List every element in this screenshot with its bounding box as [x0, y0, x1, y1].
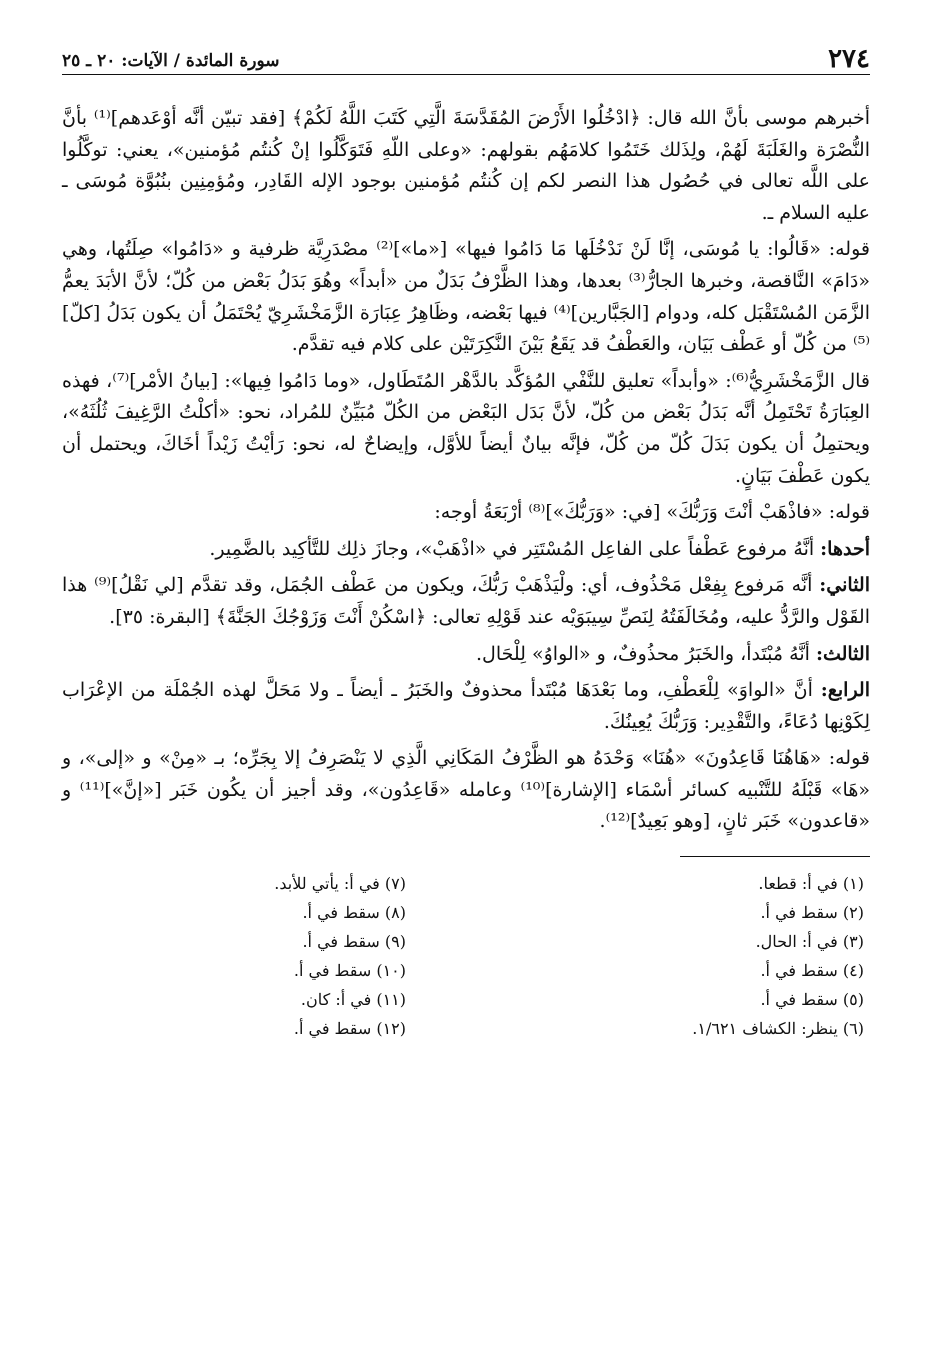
paragraph — [62, 497, 870, 529]
footnote: (١) في أ: قطعا. — [758, 874, 864, 894]
paragraph-text: قوله: «فاذْهَبْ أنْتَ وَرَبُّكَ» [في: «وَرَبُّكَ»]⁽⁸⁾ أرْبَعَةُ أوجه: — [434, 501, 870, 524]
footnotes — [62, 871, 870, 1041]
paragraph-text: قال الزَّمَخْشَرِيُّ⁽⁶⁾: «وأبداً» تعليق للنَّفْي المُؤكَّد بالدَّهْر المُتَطَاول، «وما دَامُوا فِيها»: [بيانُ الأمْر]⁽⁷⁾، فهذه العِبَارَةُ تَحْتَمِلُ أنَّه بَدَلُ بَعْض من كُلّ، لأنَّ بَدَل البَعْض من الكُلّ مُبَيِّنٌ للمُراد، نحو: «أكلْتُ الرَّغِيفَ ثُلُثَهُ»، ويحتمِلُ أن يكون بَدَلَ كُلّ من كُلّ، فإنَّه بيانٌ أيضاً للأوَّل، وإيضاحٌ له، نحو: رَأيْتُ زَيْداً أخَاكَ، ويحتمل أن يكون عَطْفَ بَيَانٍ. — [62, 369, 871, 487]
paragraph — [62, 570, 870, 633]
footnote: (٩) سقط في أ. — [302, 932, 406, 952]
paragraph-lead: الرابع: — [820, 679, 870, 702]
paragraph — [62, 534, 870, 566]
paragraph — [62, 743, 870, 838]
paragraph-lead: الثاني: — [819, 574, 870, 597]
paragraph — [62, 103, 870, 229]
paragraph-text: أنَّهُ مرفوع عَطْفاً على الفاعِل المُسْتَتِر في «اذْهَبْ»، وجازَ ذلِك للتَّأكِيد بالضَّمِير. — [209, 537, 821, 560]
page-number: ٢٧٤ — [828, 44, 870, 74]
running-header — [62, 40, 870, 75]
footnote: (٣) في أ: الحال. — [755, 932, 864, 952]
footnote-divider — [680, 856, 870, 857]
footnote: (٥) سقط في أ. — [760, 990, 864, 1010]
paragraph — [62, 639, 870, 671]
paragraph-lead: أحدها: — [820, 537, 870, 560]
paragraph-text: أخبرهم موسى بأنَّ الله قال: ﴿ادْخُلُوا الأَرْضَ المُقَدَّسَةَ الَّتِي كَتَبَ اللَّهُ لَكُمْ﴾ [فقد تبيّن أنَّه أوْعَدهم]⁽¹⁾ بأنَّ النُّصْرَة والغَلَبَةَ لَهُمْ، ولِذَلك خَتَمُوا كلامَهُم بقولهم: «وعلى اللّهِ فَتَوَكَّلُوا إنْ كُنتُم مُؤمنين»، يعني: توكَّلُوا على اللَّه تعالى في حُصُول هذا النصر لكم إن كُنتُم مُؤمنين بوجود الإله القَادِر، ومُؤمِنِين بنُبُوَّة مُوسَى ـ عليه السلام ـ. — [62, 107, 870, 224]
footnote: (١٠) سقط في أ. — [293, 961, 406, 981]
paragraph — [62, 675, 870, 738]
body-text — [62, 103, 870, 838]
footnote: (٦) ينظر: الكشاف ١/٦٢١. — [692, 1019, 864, 1039]
paragraph — [62, 234, 870, 360]
footnote: (٨) سقط في أ. — [302, 903, 406, 923]
footnote: (٤) سقط في أ. — [760, 961, 864, 981]
footnote: (١١) في أ: كان. — [300, 990, 406, 1010]
footnote: (٧) في أ: يأتي للأبد. — [274, 874, 406, 894]
paragraph-text: أنَّ «الواوَ» لِلْعَطْفِ، وما بَعْدَهَا مُبْتَدأ محذوفٌ والخَبَرُ ـ أيضاً ـ ولا مَحَلَّ لهذه الجُمْلَة من الإعْرَاب لِكَوْنِها دُعَاءً، والتَّقْدِير: وَرَبُّكَ يُعِينُكَ. — [62, 679, 870, 733]
paragraph-text: أنَّهُ مُبْتَدأ، والخَبَرُ محذُوفٌ، و «الواوُ» لِلْحَال. — [475, 642, 816, 665]
footnote: (٢) سقط في أ. — [760, 903, 864, 923]
document-page — [62, 40, 870, 1041]
paragraph-lead: الثالث: — [815, 642, 870, 665]
paragraph-text: قوله: «قَالُوا: يا مُوسَى، إنَّا لَنْ نَدْخُلَها مَا دَامُوا فيها» [«ما»]⁽²⁾ مصْدَرِيَّة ظرفية و «دَامُوا» صِلَتُها، وهي «دَامَ» النَّاقصة، وخبرها الجارُّ⁽³⁾ بعدها، وهذا الظَّرْفُ بَدَلٌ من «أبداً» وهُوَ بَدَلُ بَعْض من كُلّ؛ لأنَّ الأبَدَ يعمُّ الزَّمَن المُسْتَقْبَل كله، ودوام [الجَبَّارين]⁽⁴⁾ فيها بَعْضه، وظَاهِرُ عِبَارَة الزَّمَخْشَرِيّ يُحْتَمَلُ أن يكون بَدَلُ [كلّ]⁽⁵⁾ من كُلّ أو عَطْف بَيَان، والعَطْفُ قد يَقَعُ بَيْنَ النَّكِرَتَيْن على كلام فيه تقدَّم. — [62, 238, 870, 356]
paragraph — [62, 366, 870, 492]
paragraph-text: قوله: «هَاهُنَا قَاعِدُونَ» «هُنَا» وَحْدَهُ هو الظَّرْفُ المَكَانِي الَّذِي لا يَنْصَرِفُ إلا بِجَرِّه؛ بـ «مِنْ» و «إلى»، و «هَا» قَبْلَهُ للتَّنْبيه كسائر أسْمَاء [الإشارة]⁽¹⁰⁾ وعامله «قَاعِدُون»، وقد أجيز أن يكُون خَبَر [«إنَّ»]⁽¹¹⁾ و «قاعدون» خَبَر ثانٍ، [وهو بَعِيدٌ]⁽¹²⁾. — [62, 747, 870, 833]
paragraph-text: أنَّه مَرفوع بِفِعْل مَحْذُوف، أي: ولْيَذْهَبْ رَبُّكَ، ويكون من عَطْف الجُمَل، وقد تقدَّم [لي نَقْلُ]⁽⁹⁾ هذا القَوْل والرَّدُّ عليه، ومُخَالَفَتُهُ لِنَصِّ سِيبَوَيْه عند قَوْلِهِ تعالى: ﴿اسْكُنْ أَنْتَ وَزَوْجُكَ الجَنَّةَ﴾ [البقرة: ٣٥]. — [62, 574, 870, 628]
footnote: (١٢) سقط في أ. — [293, 1019, 406, 1039]
chapter-title: سورة المائدة / الآيات: ٢٠ ـ ٢٥ — [62, 51, 280, 71]
